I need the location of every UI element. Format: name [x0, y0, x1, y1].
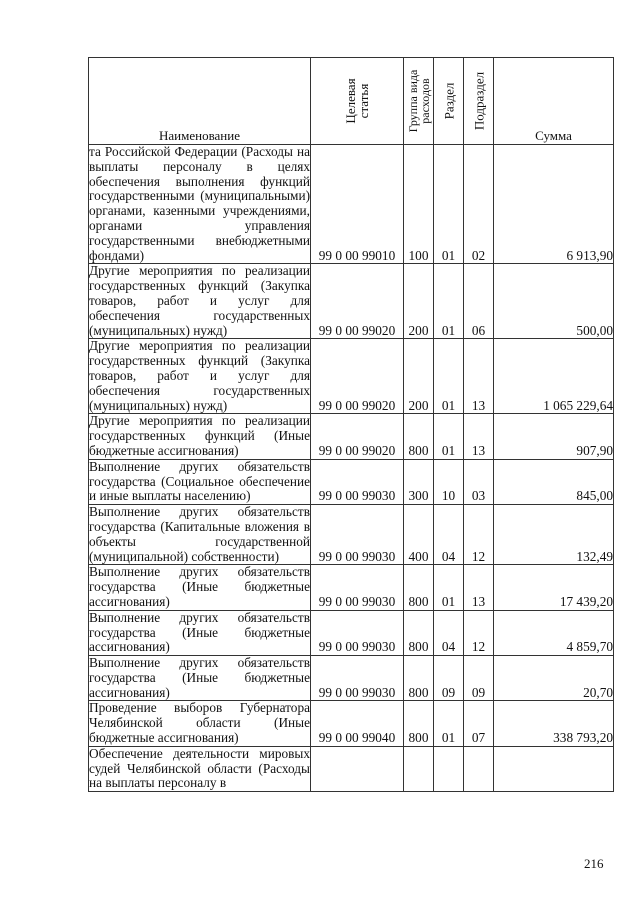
row-target-article: 99 0 00 99030	[311, 459, 404, 504]
row-expense-group	[404, 746, 434, 791]
table-row	[89, 746, 614, 791]
row-target-article	[311, 746, 404, 791]
row-sum: 20,70	[494, 656, 614, 701]
budget-table	[88, 57, 614, 792]
row-name: Выполнение других обязательств государства (Иные бюджетные ассигнования)	[89, 609, 310, 655]
row-name: Другие мероприятия по реализации государственных функций (Иные бюджетные ассигнования)	[89, 413, 310, 458]
header-subsection	[464, 58, 494, 145]
table-row	[89, 264, 614, 339]
row-expense-group: 200	[404, 339, 434, 414]
header-sum: Сумма	[494, 58, 614, 145]
row-target-article: 99 0 00 99020	[311, 339, 404, 414]
header-section	[434, 58, 464, 145]
row-sum: 4 859,70	[494, 610, 614, 655]
row-section: 10	[434, 459, 464, 504]
row-expense-group: 800	[404, 701, 434, 746]
row-expense-group: 300	[404, 459, 434, 504]
table-row	[89, 145, 614, 264]
row-subsection: 02	[464, 145, 494, 264]
row-target-article: 99 0 00 99030	[311, 610, 404, 655]
row-name: Выполнение других обязательств государства (Капитальные вложения в объекты государственной (муниципальной) собственности)	[89, 504, 310, 564]
row-section: 01	[434, 565, 464, 610]
row-expense-group: 800	[404, 414, 434, 459]
row-section: 09	[434, 656, 464, 701]
row-expense-group: 800	[404, 656, 434, 701]
row-sum: 845,00	[494, 459, 614, 504]
table-row	[89, 339, 614, 414]
row-subsection: 03	[464, 459, 494, 504]
row-subsection: 13	[464, 339, 494, 414]
row-target-article: 99 0 00 99010	[311, 145, 404, 264]
row-subsection: 09	[464, 656, 494, 701]
header-group-line1: Группа вида	[405, 69, 420, 133]
row-expense-group: 800	[404, 610, 434, 655]
table-row	[89, 656, 614, 701]
header-target-article	[311, 58, 404, 145]
row-sum: 500,00	[494, 264, 614, 339]
page-number: 216	[584, 856, 604, 871]
row-sum: 132,49	[494, 505, 614, 565]
table-row	[89, 610, 614, 655]
row-sum: 17 439,20	[494, 565, 614, 610]
header-target-line2: статья	[356, 83, 371, 119]
header-group-line2: расходов	[417, 78, 432, 124]
row-expense-group: 800	[404, 565, 434, 610]
row-target-article: 99 0 00 99030	[311, 565, 404, 610]
table-row	[89, 414, 614, 459]
row-subsection: 06	[464, 264, 494, 339]
header-subsection-label: Подраздел	[471, 71, 486, 131]
row-subsection: 12	[464, 610, 494, 655]
header-target-line1: Целевая	[343, 78, 358, 124]
row-target-article: 99 0 00 99040	[311, 701, 404, 746]
row-name: Обеспечение деятельности мировых судей Челябинской области (Расходы на выплаты персоналу в	[89, 745, 310, 791]
row-name: Выполнение других обязательств государства (Социальное обеспечение и иные выплаты населению)	[89, 458, 310, 504]
header-expense-group	[404, 58, 434, 145]
table-row	[89, 505, 614, 565]
header-section-label: Раздел	[441, 82, 456, 120]
row-subsection: 12	[464, 505, 494, 565]
row-target-article: 99 0 00 99020	[311, 264, 404, 339]
table-header-row	[89, 58, 614, 145]
row-subsection	[464, 746, 494, 791]
row-name: Другие мероприятия по реализации государственных функций (Закупка товаров, работ и услуг для обеспечения государственных (муниципальных) нужд)	[89, 338, 310, 413]
row-name: Выполнение других обязательств государства (Иные бюджетные ассигнования)	[89, 655, 310, 700]
row-expense-group: 100	[404, 145, 434, 264]
row-sum: 338 793,20	[494, 701, 614, 746]
row-target-article: 99 0 00 99030	[311, 656, 404, 701]
row-sum: 1 065 229,64	[494, 339, 614, 414]
table-row	[89, 565, 614, 610]
row-subsection: 13	[464, 414, 494, 459]
row-expense-group: 200	[404, 264, 434, 339]
row-section	[434, 746, 464, 791]
row-section: 01	[434, 264, 464, 339]
row-name: Другие мероприятия по реализации государственных функций (Закупка товаров, работ и услуг для обеспечения государственных (муниципальных) нужд)	[89, 263, 310, 338]
row-name: Выполнение других обязательств государства (Иные бюджетные ассигнования)	[89, 564, 310, 609]
row-name: та Российской Федерации (Расходы на выплаты персоналу в целях обеспечения выполнения функций государственными (муниципальными) органами, казенными учреждениями, органами управления государственными внебюджетными фондами)	[89, 144, 310, 263]
row-section: 01	[434, 339, 464, 414]
row-subsection: 13	[464, 565, 494, 610]
row-target-article: 99 0 00 99020	[311, 414, 404, 459]
row-section: 01	[434, 701, 464, 746]
table-row	[89, 701, 614, 746]
row-name: Проведение выборов Губернатора Челябинской области (Иные бюджетные ассигнования)	[89, 700, 310, 746]
table-row	[89, 459, 614, 504]
row-target-article: 99 0 00 99030	[311, 505, 404, 565]
row-expense-group: 400	[404, 505, 434, 565]
row-section: 01	[434, 414, 464, 459]
row-section: 04	[434, 505, 464, 565]
row-subsection: 07	[464, 701, 494, 746]
row-sum: 907,90	[494, 414, 614, 459]
row-section: 01	[434, 145, 464, 264]
row-sum: 6 913,90	[494, 145, 614, 264]
header-name: Наименование	[89, 58, 311, 145]
row-sum	[494, 746, 614, 791]
row-section: 04	[434, 610, 464, 655]
